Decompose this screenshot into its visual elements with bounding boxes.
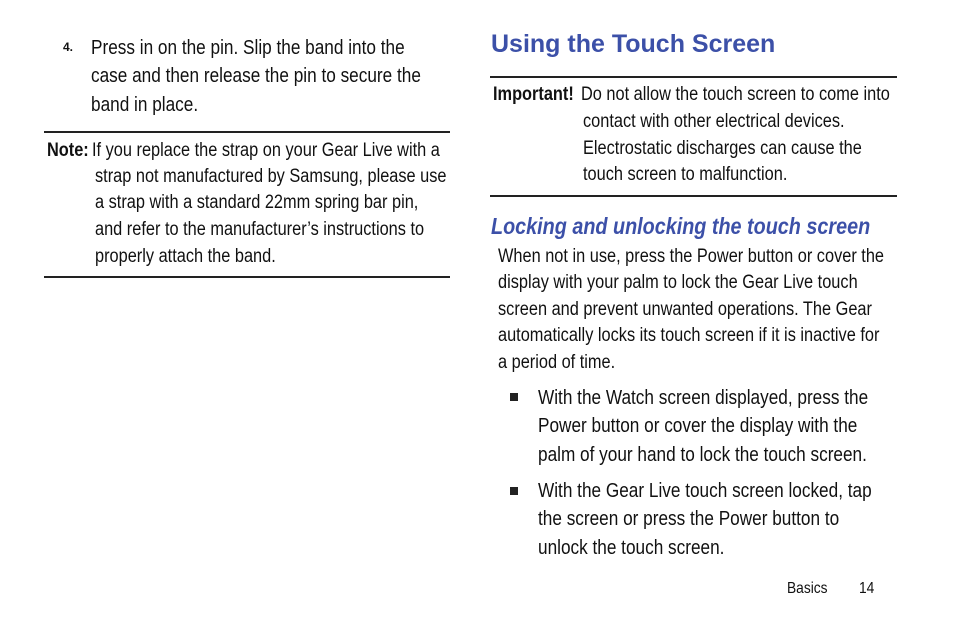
subsection-heading: Locking and unlocking the touch screen [491, 213, 871, 239]
paragraph-line: automatically locks its touch screen if it is inactive for [498, 325, 880, 346]
bullet-text-line: unlock the touch screen. [538, 537, 725, 559]
important-text-line: Electrostatic discharges can cause the [583, 138, 862, 159]
important-bottom-divider [490, 195, 897, 197]
note-text-line: strap not manufactured by Samsung, please use [95, 166, 447, 187]
note-text-line: If you replace the strap on your Gear Live with a [92, 140, 440, 161]
section-title: Using the Touch Screen [491, 30, 776, 58]
bullet-square-icon [510, 487, 518, 495]
note-label: Note: [47, 140, 89, 161]
note-text-line: and refer to the manufacturer’s instructions to [95, 219, 425, 240]
footer-section-name: Basics [787, 580, 828, 597]
step-text-line: band in place. [91, 94, 199, 116]
note-bottom-divider [44, 276, 450, 278]
bullet-text-line: With the Gear Live touch screen locked, tap [538, 480, 872, 502]
important-top-divider [490, 76, 897, 78]
bullet-text-line: the screen or press the Power button to [538, 508, 840, 530]
note-text-line: a strap with a standard 22mm spring bar pin, [95, 192, 419, 213]
paragraph-line: When not in use, press the Power button or cover the [498, 246, 885, 267]
important-label: Important! [493, 84, 574, 105]
footer-page-number: 14 [859, 580, 875, 597]
bullet-text-line: palm of your hand to lock the touch screen. [538, 444, 867, 466]
step-text-line: case and then release the pin to secure the [91, 65, 421, 87]
note-top-divider [44, 131, 450, 133]
important-text-line: Do not allow the touch screen to come into [581, 84, 890, 105]
bullet-text-line: Power button or cover the display with the [538, 415, 858, 437]
bullet-square-icon [510, 393, 518, 401]
step-text-line: Press in on the pin. Slip the band into the [91, 37, 405, 59]
paragraph-line: screen and prevent unwanted operations. The Gear [498, 299, 872, 320]
paragraph-line: display with your palm to lock the Gear Live touch [498, 272, 858, 293]
important-text-line: touch screen to malfunction. [583, 164, 788, 185]
bullet-text-line: With the Watch screen displayed, press the [538, 387, 869, 409]
important-text-line: contact with other electrical devices. [583, 111, 845, 132]
paragraph-line: a period of time. [498, 352, 616, 373]
step-number: 4. [63, 40, 74, 54]
note-text-line: properly attach the band. [95, 246, 276, 267]
